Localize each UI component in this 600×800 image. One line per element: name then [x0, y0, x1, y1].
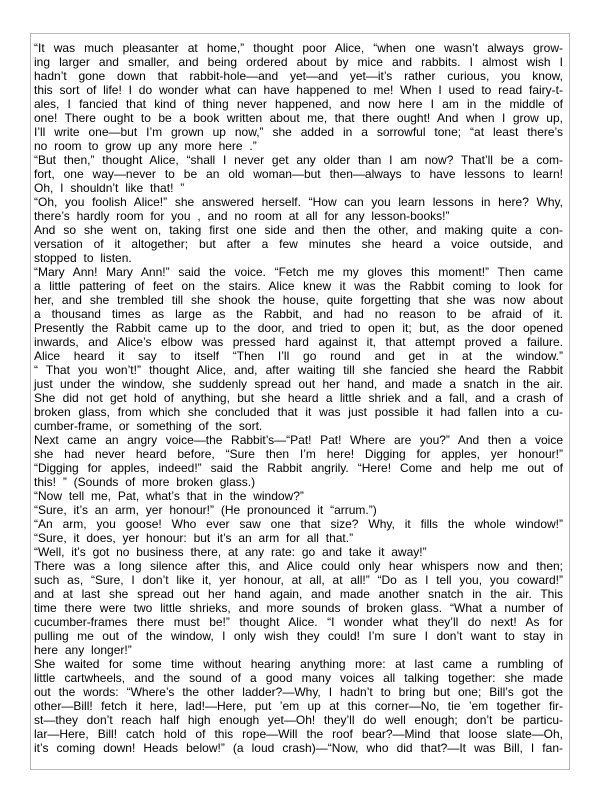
text-line: time there were two little shrieks, and more sounds of broken glass. “What a number of: [34, 601, 563, 615]
text-line: I’ll write one—but I’m grown up now,” she added in a sorrowful tone; “at least there’s: [34, 125, 563, 139]
text-line: “An arm, you goose! Who ever saw one that size? Why, it fills the whole window!”: [34, 517, 563, 531]
page-text: [34, 41, 563, 755]
text-line: “ That you won’t!” thought Alice, and, after waiting till she fancied she heard the Rabbit: [34, 363, 563, 377]
text-line: pulling me out of the window, I only wish they could! I’m sure I don’t want to stay in: [34, 629, 563, 643]
text-line: st—they don’t reach half high enough yet—Oh! they’ll do well enough; don’t be particu-: [34, 713, 563, 727]
text-line: little cartwheels, and the sound of a good many voices all talking together: she made: [34, 671, 563, 685]
text-line: “Now tell me, Pat, what’s that in the window?”: [34, 489, 304, 503]
text-line: “Oh, you foolish Alice!” she answered herself. “How can you learn lessons in here? Why,: [34, 195, 563, 209]
text-line: “It was much pleasanter at home,” thought poor Alice, “when one wasn’t always grow-: [34, 41, 563, 55]
text-line: “Sure, it’s an arm, yer honour!” (He pronounced it “arrum.”): [34, 503, 377, 517]
text-line: Alice heard it say to itself “Then I’ll go round and get in at the window.”: [34, 349, 563, 363]
text-line: “Well, it’s got no business there, at any rate: go and take it away!”: [34, 545, 427, 559]
text-line: “Mary Ann! Mary Ann!” said the voice. “Fetch me my gloves this moment!” Then came: [34, 265, 563, 279]
text-line: other—Bill! fetch it here, lad!—Here, put ’em up at this corner—No, tie ’em together fir-: [34, 699, 563, 713]
text-line: “Digging for apples, indeed!” said the Rabbit angrily. “Here! Come and help me out of: [34, 461, 563, 475]
text-line: “But then,” thought Alice, “shall I never get any older than I am now? That’ll be a com-: [34, 153, 563, 167]
text-line: stopped to listen.: [34, 251, 132, 265]
text-line: just under the window, she suddenly spread out her hand, and made a snatch in the air.: [34, 377, 563, 391]
text-line: fort, one way—never to be an old woman—but then—always to have lessons to learn!: [34, 167, 563, 181]
text-line: versation of it altogether; but after a few minutes she heard a voice outside, and: [34, 237, 563, 251]
text-line: ales, I fancied that kind of thing never happened, and now here I am in the middle of: [34, 97, 563, 111]
text-line: this! ” (Sounds of more broken glass.): [34, 475, 256, 489]
text-line: it’s coming down! Heads below!” (a loud crash)—“Now, who did that?—It was Bill, I fan-: [34, 741, 563, 755]
text-line: broken glass, from which she concluded that it was just possible it had fallen into a cu-: [34, 405, 563, 419]
text-line: this sort of life! I do wonder what can have happened to me! When I used to read fairy-t-: [34, 83, 563, 97]
text-line: ing larger and smaller, and being ordered about by mice and rabbits. I almost wish I: [34, 55, 563, 69]
text-line: cucumber-frames there must be!” thought Alice. “I wonder what they’ll do next! As for: [34, 615, 563, 629]
text-line: She waited for some time without hearing anything more: at last came a rumbling of: [34, 657, 563, 671]
text-line: Oh, I shouldn’t like that! ”: [34, 181, 185, 195]
text-line: no room to grow up any more here .”: [34, 139, 257, 153]
text-line: here any longer!”: [34, 643, 132, 657]
text-line: lar—Here, Bill! catch hold of this rope—Will the roof bear?—Mind that loose slate—Oh,: [34, 727, 563, 741]
text-line: Next came an angry voice—the Rabbit’s—“Pat! Pat! Where are you?” And then a voice: [34, 433, 563, 447]
text-line: There was a long silence after this, and Alice could only hear whispers now and then;: [34, 559, 563, 573]
text-line: Presently the Rabbit came up to the door, and tried to open it; but, as the door opened: [34, 321, 563, 335]
text-line: hadn’t gone down that rabbit-hole—and yet—and yet—it’s rather curious, you know,: [34, 69, 563, 83]
book-page: [30, 33, 570, 770]
text-line: one! There ought to be a book written about me, that there ought! And when I grow up,: [34, 111, 563, 125]
text-line: her, and she trembled till she shook the house, quite forgetting that she was now about: [34, 293, 563, 307]
text-line: cumber-frame, or something of the sort.: [34, 419, 263, 433]
text-line: and at last she spread out her hand again, and made another snatch in the air. This: [34, 587, 563, 601]
text-line: “Sure, it does, yer honour: but it’s an arm for all that.”: [34, 531, 354, 545]
text-line: such as, “Sure, I don’t like it, yer honour, at all, at all!” “Do as I tell you, you coward!”: [34, 573, 563, 587]
text-line: a thousand times as large as the Rabbit, and had no reason to be afraid of it.: [34, 307, 563, 321]
text-line: there’s hardly room for you , and no room at all for any lesson-books!”: [34, 209, 450, 223]
text-line: She did not get hold of anything, but she heard a little shriek and a fall, and a crash of: [34, 391, 563, 405]
text-line: she had never heard before, “Sure then I’m here! Digging for apples, yer honour!”: [34, 447, 563, 461]
text-line: out the words: “Where’s the other ladder?—Why, I hadn’t to bring but one; Bill’s got the: [34, 685, 563, 699]
text-line: inwards, and Alice’s elbow was pressed hard against it, that attempt proved a failure.: [34, 335, 563, 349]
text-line: And so she went on, taking first one side and then the other, and making quite a con-: [34, 223, 563, 237]
text-line: a little pattering of feet on the stairs. Alice knew it was the Rabbit coming to look for: [34, 279, 563, 293]
